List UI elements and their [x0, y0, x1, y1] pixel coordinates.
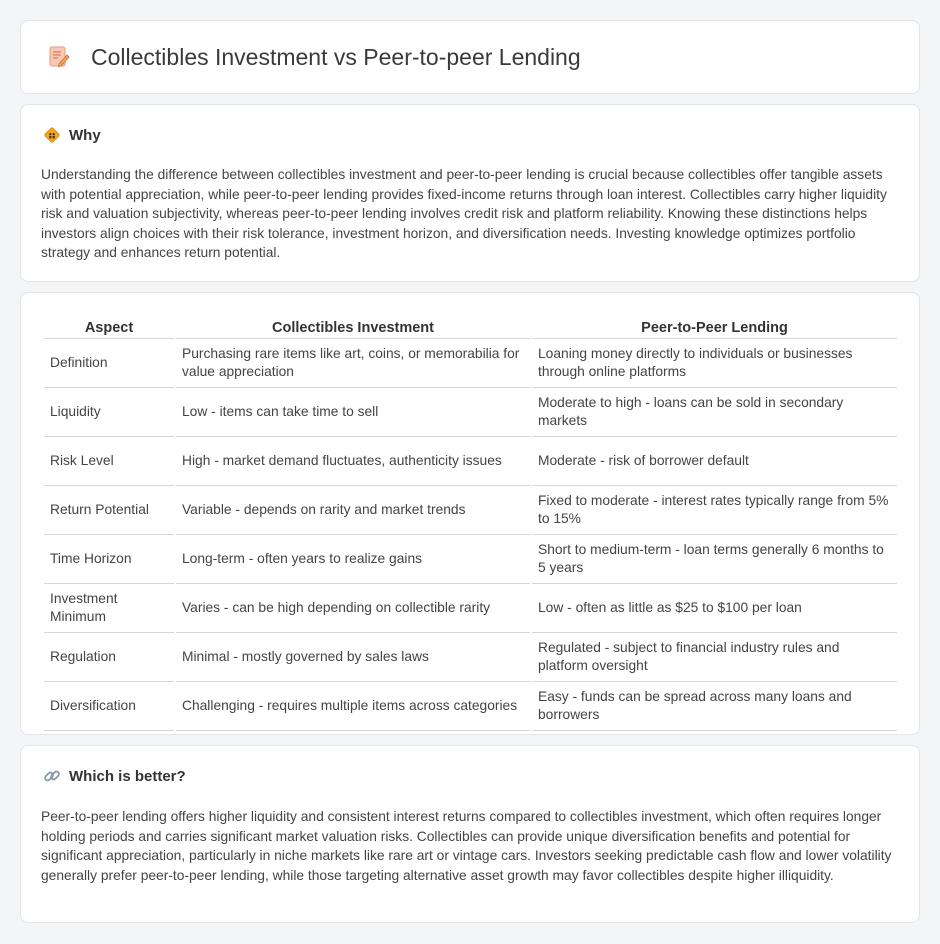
table-row [44, 437, 897, 486]
header-aspect: Aspect [44, 315, 174, 339]
why-title: Why [69, 126, 101, 144]
aspect-cell: Investment Minimum [44, 584, 174, 633]
p2p-cell: Regulated - subject to financial industry rules and platform oversight [532, 633, 897, 682]
p2p-cell: Moderate to high - loans can be sold in secondary markets [532, 388, 897, 437]
table-row [44, 633, 897, 682]
collectibles-cell: Minimal - mostly governed by sales laws [176, 633, 530, 682]
comparison-section [20, 292, 920, 735]
collectibles-cell: Varies - can be high depending on collectible rarity [176, 584, 530, 633]
collectibles-cell: Variable - depends on rarity and market trends [176, 486, 530, 535]
p2p-cell: Loaning money directly to individuals or businesses through online platforms [532, 339, 897, 388]
aspect-cell: Definition [44, 339, 174, 388]
aspect-cell: Risk Level [44, 437, 174, 486]
comparison-table [42, 315, 899, 731]
better-title: Which is better? [69, 767, 186, 785]
why-header [43, 126, 101, 144]
warning-sign-icon [43, 126, 61, 144]
p2p-cell: Fixed to moderate - interest rates typically range from 5% to 15% [532, 486, 897, 535]
p2p-cell: Easy - funds can be spread across many loans and borrowers [532, 682, 897, 731]
page-title: Collectibles Investment vs Peer-to-peer Lending [91, 43, 581, 70]
p2p-cell: Short to medium-term - loan terms generally 6 months to 5 years [532, 535, 897, 584]
table-row [44, 339, 897, 388]
table-row [44, 584, 897, 633]
table-row [44, 682, 897, 731]
table-header-row [44, 315, 897, 339]
document-pencil-icon [47, 45, 71, 69]
p2p-cell: Moderate - risk of borrower default [532, 437, 897, 486]
aspect-cell: Liquidity [44, 388, 174, 437]
aspect-cell: Regulation [44, 633, 174, 682]
header-collectibles: Collectibles Investment [176, 315, 530, 339]
aspect-cell: Return Potential [44, 486, 174, 535]
table-row [44, 486, 897, 535]
collectibles-cell: Low - items can take time to sell [176, 388, 530, 437]
link-icon [43, 767, 61, 785]
better-text: Peer-to-peer lending offers higher liquidity and consistent interest returns compared to collectibles investment, which often requires longer holding periods and carries significant market valuation risks. Collectibles can provide unique diversification benefits and potential for significant appreciation, particularly in niche markets like rare art or vintage cars. Investors seeking predictable cash flow and lower volatility generally prefer peer-to-peer lending, while those targeting alternative asset growth may favor collectibles despite higher illiquidity. [41, 809, 892, 883]
header-p2p: Peer-to-Peer Lending [532, 315, 897, 339]
table-row [44, 535, 897, 584]
table-row [44, 388, 897, 437]
which-better-section [20, 745, 920, 923]
collectibles-cell: Purchasing rare items like art, coins, or memorabilia for value appreciation [176, 339, 530, 388]
better-header [43, 767, 186, 785]
why-text: Understanding the difference between collectibles investment and peer-to-peer lending is crucial because collectibles offer tangible assets with potential appreciation, while peer-to-peer lending provides fixed-income returns through loan interest. Collectibles carry higher liquidity risk and valuation subjectivity, whereas peer-to-peer lending involves credit risk and platform reliability. Knowing these distinctions helps investors align choices with their risk tolerance, investment horizon, and diversification needs. Investing knowledge optimizes portfolio strategy and enhances return potential. [41, 167, 887, 261]
collectibles-cell: Long-term - often years to realize gains [176, 535, 530, 584]
p2p-cell: Low - often as little as $25 to $100 per loan [532, 584, 897, 633]
collectibles-cell: High - market demand fluctuates, authenticity issues [176, 437, 530, 486]
why-section [20, 104, 920, 282]
aspect-cell: Diversification [44, 682, 174, 731]
title-card [20, 20, 920, 94]
collectibles-cell: Challenging - requires multiple items across categories [176, 682, 530, 731]
aspect-cell: Time Horizon [44, 535, 174, 584]
